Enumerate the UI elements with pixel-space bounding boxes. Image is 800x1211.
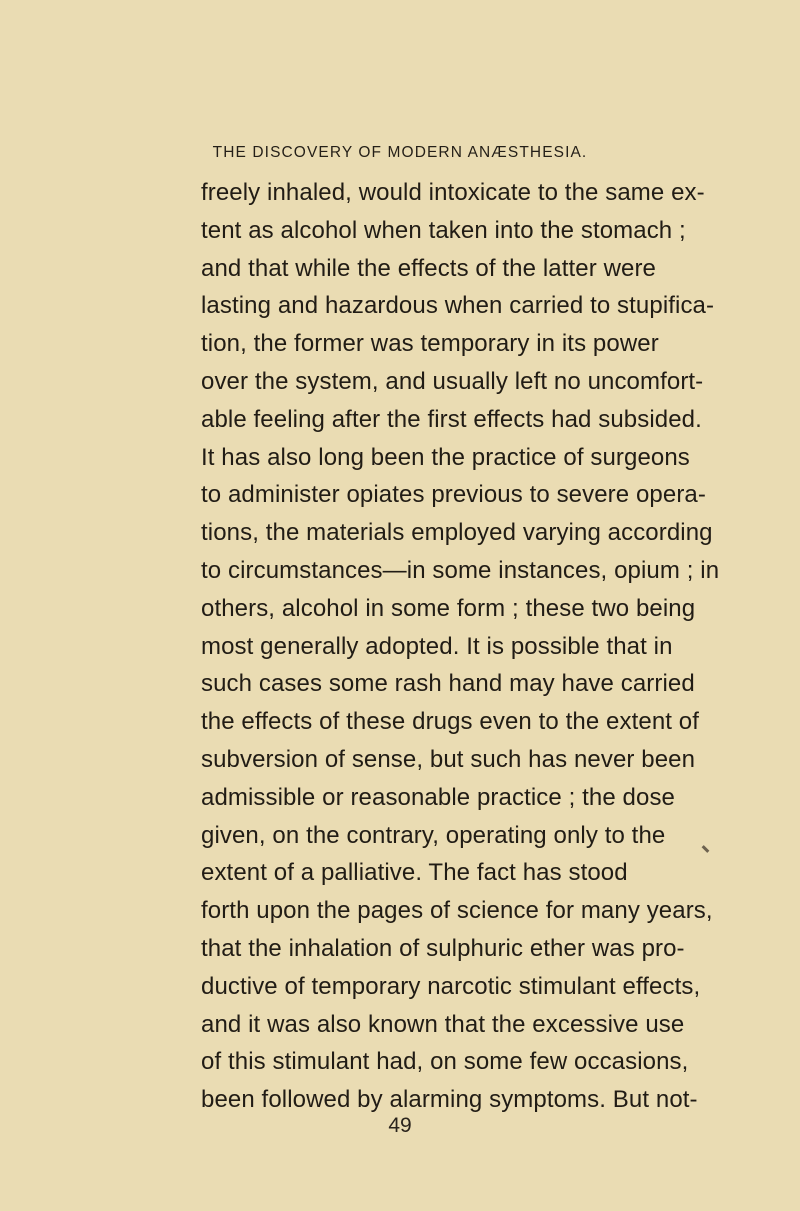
- running-head: THE DISCOVERY OF MODERN ANÆSTHESIA.: [212, 144, 588, 161]
- text-line: and it was also known that the excessive use: [201, 1010, 685, 1038]
- text-line: subversion of sense, but such has never been: [201, 746, 696, 773]
- text-line: ductive of temporary narcotic stimulant effects,: [201, 972, 701, 1000]
- page-number: 49: [388, 1114, 412, 1137]
- text-line: tions, the materials employed varying according: [201, 519, 713, 547]
- text-line: such cases some rash hand may have carried: [201, 670, 695, 698]
- text-line: forth upon the pages of science for many years,: [201, 897, 713, 925]
- text-line: to circumstances—in some instances, opium ; in: [201, 557, 720, 584]
- text-line: able feeling after the first effects had subsided.: [201, 405, 702, 433]
- text-line: freely inhaled, would intoxicate to the same ex-: [201, 179, 705, 206]
- text-line: that the inhalation of sulphuric ether was pro-: [201, 935, 685, 962]
- text-line: It has also long been the practice of surgeons: [201, 443, 690, 471]
- text-line: lasting and hazardous when carried to stupifica-: [201, 292, 715, 320]
- body-text: [0, 176, 800, 1116]
- text-line: extent of a palliative. The fact has stood: [201, 859, 628, 887]
- text-line: to administer opiates previous to severe opera-: [201, 481, 706, 509]
- text-line: of this stimulant had, on some few occasions,: [201, 1048, 689, 1076]
- text-line: over the system, and usually left no uncomfort-: [201, 368, 704, 395]
- text-line: admissible or reasonable practice ; the dose: [201, 783, 675, 811]
- text-line: and that while the effects of the latter were: [201, 254, 656, 282]
- text-line: tion, the former was temporary in its power: [201, 330, 659, 358]
- text-line: most generally adopted. It is possible that in: [201, 632, 673, 660]
- text-line: others, alcohol in some form ; these two being: [201, 594, 696, 622]
- text-line: tent as alcohol when taken into the stomach ;: [201, 216, 686, 244]
- text-line: given, on the contrary, operating only to the: [201, 821, 666, 849]
- text-line: the effects of these drugs even to the extent of: [201, 708, 700, 736]
- text-line: been followed by alarming symptoms. But not-: [201, 1086, 698, 1114]
